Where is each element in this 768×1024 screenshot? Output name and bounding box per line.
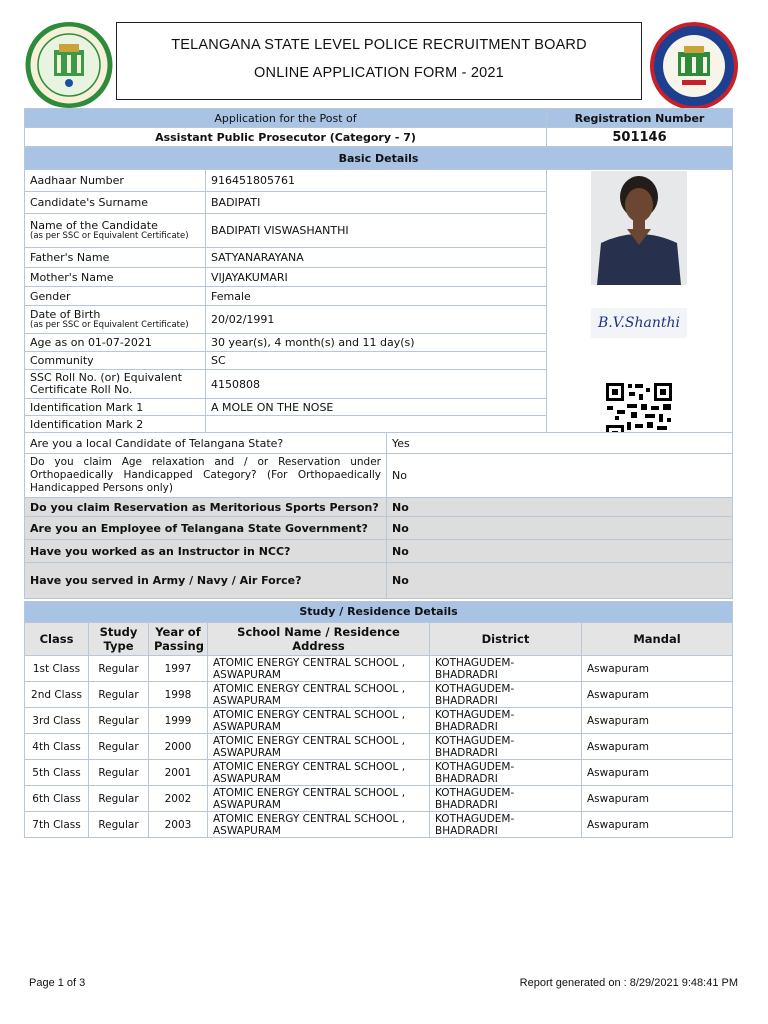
- ssc-label: SSC Roll No. (or) Equivalent Certificate Roll No.: [25, 370, 206, 399]
- father-label: Father's Name: [25, 248, 206, 268]
- row-class: 4th Class: [25, 734, 89, 760]
- candidate-signature: B.V.Shanthi: [591, 308, 687, 338]
- row-mandal: Aswapuram: [582, 786, 733, 812]
- col-class: Class: [25, 623, 89, 656]
- dob-label-sub: (as per SSC or Equivalent Certificate): [30, 319, 189, 330]
- table-row: [25, 786, 733, 812]
- row-district: KOTHAGUDEM-BHADRADRI: [430, 760, 582, 786]
- army-answer: No: [387, 563, 733, 599]
- photo-cell: [547, 170, 733, 433]
- row-type: Regular: [89, 760, 149, 786]
- basic-details-heading: Basic Details: [25, 148, 733, 170]
- row-class: 7th Class: [25, 812, 89, 838]
- row-class: 3rd Class: [25, 708, 89, 734]
- row-district: KOTHAGUDEM-BHADRADRI: [430, 812, 582, 838]
- row-school: ATOMIC ENERGY CENTRAL SCHOOL , ASWAPURAM: [208, 708, 430, 734]
- age-relaxation-question: Do you claim Age relaxation and / or Reservation under Orthopaedically Handicapped Category? (For Orthopaedically Handicapped Persons only): [25, 454, 387, 498]
- study-heading: Study / Residence Details: [25, 602, 733, 623]
- row-mandal: Aswapuram: [582, 734, 733, 760]
- table-row: [25, 708, 733, 734]
- ssc-value: 4150808: [206, 370, 547, 399]
- name-label-text: Name of the Candidate: [30, 218, 158, 232]
- table-row: [25, 682, 733, 708]
- report-generated: Report generated on : 8/29/2021 9:48:41 PM: [519, 977, 738, 989]
- community-value: SC: [206, 352, 547, 370]
- row-school: ATOMIC ENERGY CENTRAL SCHOOL , ASWAPURAM: [208, 760, 430, 786]
- row-mandal: Aswapuram: [582, 760, 733, 786]
- sports-answer: No: [387, 498, 733, 517]
- telangana-government-seal-icon: [22, 22, 116, 108]
- col-school: School Name / Residence Address: [208, 623, 430, 656]
- row-type: Regular: [89, 708, 149, 734]
- mother-value: VIJAYAKUMARI: [206, 268, 547, 287]
- row-mandal: Aswapuram: [582, 656, 733, 682]
- row-district: KOTHAGUDEM-BHADRADRI: [430, 734, 582, 760]
- age-label: Age as on 01-07-2021: [25, 334, 206, 352]
- aadhaar-value: 916451805761: [206, 170, 547, 192]
- row-type: Regular: [89, 682, 149, 708]
- basic-details-table: [24, 147, 733, 433]
- mark2-value: [206, 416, 547, 433]
- mark2-label: Identification Mark 2: [25, 416, 206, 433]
- table-row: [25, 734, 733, 760]
- study-table: [24, 601, 733, 838]
- row-school: ATOMIC ENERGY CENTRAL SCHOOL , ASWAPURAM: [208, 656, 430, 682]
- mother-label: Mother's Name: [25, 268, 206, 287]
- col-mandal: Mandal: [582, 623, 733, 656]
- row-year: 2002: [149, 786, 208, 812]
- row-year: 1997: [149, 656, 208, 682]
- candidate-photo: [591, 171, 687, 285]
- local-question: Are you a local Candidate of Telangana State?: [25, 433, 387, 454]
- dob-label-text: Date of Birth: [30, 307, 101, 321]
- army-question: Have you served in Army / Navy / Air Force?: [25, 563, 387, 599]
- row-mandal: Aswapuram: [582, 708, 733, 734]
- row-year: 2000: [149, 734, 208, 760]
- table-row: [25, 656, 733, 682]
- col-year: Year of Passing: [149, 623, 208, 656]
- dob-value: 20/02/1991: [206, 306, 547, 334]
- post-value: Assistant Public Prosecutor (Category - 7): [25, 128, 547, 147]
- name-label-sub: (as per SSC or Equivalent Certificate): [30, 230, 189, 241]
- row-school: ATOMIC ENERGY CENTRAL SCHOOL , ASWAPURAM: [208, 734, 430, 760]
- qr-code-icon: [605, 382, 673, 433]
- row-school: ATOMIC ENERGY CENTRAL SCHOOL , ASWAPURAM: [208, 682, 430, 708]
- row-type: Regular: [89, 656, 149, 682]
- col-district: District: [430, 623, 582, 656]
- col-study-type: Study Type: [89, 623, 149, 656]
- age-relaxation-answer: No: [387, 454, 733, 498]
- registration-label: Registration Number: [547, 109, 733, 128]
- table-row: [25, 812, 733, 838]
- row-class: 1st Class: [25, 656, 89, 682]
- board-title: TELANGANA STATE LEVEL POLICE RECRUITMENT BOARD: [171, 37, 587, 53]
- ncc-answer: No: [387, 540, 733, 563]
- name-label: [25, 214, 206, 248]
- age-value: 30 year(s), 4 month(s) and 11 day(s): [206, 334, 547, 352]
- mark1-value: A MOLE ON THE NOSE: [206, 399, 547, 416]
- row-school: ATOMIC ENERGY CENTRAL SCHOOL , ASWAPURAM: [208, 812, 430, 838]
- form-title: ONLINE APPLICATION FORM - 2021: [254, 65, 504, 81]
- father-value: SATYANARAYANA: [206, 248, 547, 268]
- ncc-question: Have you worked as an Instructor in NCC?: [25, 540, 387, 563]
- row-school: ATOMIC ENERGY CENTRAL SCHOOL , ASWAPURAM: [208, 786, 430, 812]
- row-year: 2003: [149, 812, 208, 838]
- form-title-box: [116, 22, 642, 100]
- row-district: KOTHAGUDEM-BHADRADRI: [430, 786, 582, 812]
- employee-answer: No: [387, 517, 733, 540]
- gender-label: Gender: [25, 287, 206, 306]
- row-class: 6th Class: [25, 786, 89, 812]
- mark1-label: Identification Mark 1: [25, 399, 206, 416]
- local-answer: Yes: [387, 433, 733, 454]
- surname-label: Candidate's Surname: [25, 192, 206, 214]
- row-type: Regular: [89, 734, 149, 760]
- row-year: 1999: [149, 708, 208, 734]
- row-year: 2001: [149, 760, 208, 786]
- employee-question: Are you an Employee of Telangana State Government?: [25, 517, 387, 540]
- row-mandal: Aswapuram: [582, 812, 733, 838]
- row-class: 2nd Class: [25, 682, 89, 708]
- row-year: 1998: [149, 682, 208, 708]
- row-type: Regular: [89, 812, 149, 838]
- registration-number: 501146: [547, 128, 733, 147]
- aadhaar-label: Aadhaar Number: [25, 170, 206, 192]
- row-mandal: Aswapuram: [582, 682, 733, 708]
- dob-label: [25, 306, 206, 334]
- surname-value: BADIPATI: [206, 192, 547, 214]
- tslprb-logo-icon: [644, 22, 744, 110]
- questions-table: [24, 432, 733, 599]
- table-row: [25, 760, 733, 786]
- community-label: Community: [25, 352, 206, 370]
- row-type: Regular: [89, 786, 149, 812]
- post-label: Application for the Post of: [25, 109, 547, 128]
- name-value: BADIPATI VISWASHANTHI: [206, 214, 547, 248]
- sports-question: Do you claim Reservation as Meritorious Sports Person?: [25, 498, 387, 517]
- post-table: [24, 108, 733, 147]
- row-class: 5th Class: [25, 760, 89, 786]
- row-district: KOTHAGUDEM-BHADRADRI: [430, 656, 582, 682]
- page-number: Page 1 of 3: [29, 977, 86, 989]
- gender-value: Female: [206, 287, 547, 306]
- row-district: KOTHAGUDEM-BHADRADRI: [430, 682, 582, 708]
- row-district: KOTHAGUDEM-BHADRADRI: [430, 708, 582, 734]
